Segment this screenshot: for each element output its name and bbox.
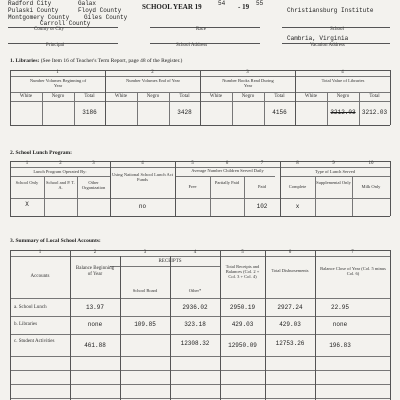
acct-row-lunch-disb: 2927.24 xyxy=(277,304,303,311)
school-name: Christiansburg Institute xyxy=(287,7,374,14)
lunch-paid-head: Paid xyxy=(257,184,266,189)
acct-row-lib-board: 109.85 xyxy=(134,321,156,328)
lib-head-value: Total Value of Libraries xyxy=(321,78,365,83)
acct-row-lib-total: 429.03 xyxy=(231,321,254,328)
lunch-col-num-3: 3 xyxy=(92,161,95,166)
acct-head-other: Other* xyxy=(188,288,202,293)
county-line-3b: Giles County xyxy=(84,14,128,21)
lunch-type-head: Type of Lunch Served xyxy=(314,169,356,174)
lunch-school-pta-head: School and P. T. A. xyxy=(46,180,75,190)
lib-sub-total-4: Total xyxy=(369,94,380,99)
lunch-milk-head: Milk Only xyxy=(361,184,381,189)
acct-col-num-5: 5 xyxy=(241,250,244,255)
acct-row-student-other: 12308.32 xyxy=(180,340,210,347)
lunch-complete-head: Complete xyxy=(288,184,307,189)
lunch-school-only-head: School Only xyxy=(15,180,39,185)
lib-sub-negro-4: Negro xyxy=(336,94,350,99)
acct-row-lunch-total: 2950.19 xyxy=(229,304,256,311)
lunch-complete-value: x xyxy=(295,203,300,210)
acct-head-school-board: School Board xyxy=(132,288,158,293)
acct-row-lib-other: 323.18 xyxy=(184,321,206,328)
lunch-col-num-1: 1 xyxy=(25,161,29,166)
lunch-col-num-2: 2 xyxy=(59,161,62,166)
lib-col-num-3: 3 xyxy=(246,70,249,75)
county-line-2b: Floyd County xyxy=(78,7,122,14)
acct-row-lunch-label: a. School Lunch xyxy=(14,305,47,310)
lunch-operated-by: Lunch Program Operated By: xyxy=(33,169,87,174)
lunch-other-org-head: Other Organization xyxy=(81,180,106,190)
lunch-supplemental-head: Supplemental Only xyxy=(316,180,351,185)
lib-value-negro: 3212.03 xyxy=(330,109,356,116)
acct-row-student-begin: 461.88 xyxy=(84,342,106,349)
lib-sub-total-1: Total xyxy=(84,94,95,99)
acct-head-disbursements: Total Disbursements xyxy=(271,268,309,273)
lunch-national-value: no xyxy=(138,203,147,210)
lib-sub-negro-3: Negro xyxy=(241,94,255,99)
school-year-to: 55 xyxy=(256,0,264,7)
lunch-free-head: Free xyxy=(188,184,197,189)
libraries-subtitle: (See Item 16 of Teacher's Term Report, page 48 of the Register.) xyxy=(40,58,183,64)
school-year-sep: - 19 xyxy=(238,3,250,11)
lib-sub-negro-1: Negro xyxy=(51,94,65,99)
lib-col-num-2: 2 xyxy=(151,70,154,75)
lunch-title: 2. School Lunch Program: xyxy=(10,150,72,156)
libraries-title: 1. Libraries: xyxy=(10,58,40,64)
county-line-1: Radford City xyxy=(8,0,52,7)
principal-label: Principal xyxy=(46,43,65,48)
lib-sub-white-1: White xyxy=(19,94,33,99)
county-line-1b: Galax xyxy=(78,0,97,7)
acct-row-lunch-other: 2936.02 xyxy=(182,304,208,311)
lib-sub-white-2: White xyxy=(114,94,128,99)
acct-row-lib-close: none xyxy=(332,321,348,328)
lib-sub-total-2: Total xyxy=(179,94,190,99)
school-label: School xyxy=(330,27,344,32)
acct-head-accounts: Accounts xyxy=(30,274,50,279)
lunch-col-num-4: 4 xyxy=(141,161,144,166)
vacation-address: Cambria, Virginia xyxy=(287,35,349,42)
school-year-from: 54 xyxy=(218,0,226,7)
acct-row-lunch-begin: 13.97 xyxy=(85,304,104,311)
acct-head-receipts: RECEIPTS xyxy=(158,259,182,264)
lib-head-vol-end: Number Volumes End of Year xyxy=(126,78,180,83)
accounts-title: 3. Summary of Local School Accounts: xyxy=(10,238,101,244)
race-label: Race xyxy=(196,27,206,32)
lib-sub-negro-2: Negro xyxy=(146,94,160,99)
acct-row-lib-disb: 429.03 xyxy=(279,321,301,328)
lib-col-num-4: 4 xyxy=(341,70,344,75)
lib-books-read-total: 4156 xyxy=(272,109,287,116)
school-year-label: SCHOOL YEAR 19 xyxy=(142,3,202,11)
acct-row-student-disb: 12753.26 xyxy=(275,340,305,347)
acct-row-student-label: c. Student Activities xyxy=(14,339,55,344)
lunch-national-head: Using National School Lunch Act Funds xyxy=(112,172,173,182)
acct-row-lib-label: b. Libraries xyxy=(14,322,38,327)
county-line-2: Pulaski County xyxy=(8,7,59,14)
lib-col-num-1: 1 xyxy=(56,70,59,75)
lib-head-books-read: Number Books Read During Year xyxy=(222,78,274,88)
lib-sub-white-4: White xyxy=(304,94,318,99)
county-line-4: Carroll County xyxy=(40,20,91,27)
acct-col-num-7: 7 xyxy=(351,250,354,255)
lunch-col-num-8: 8 xyxy=(296,161,299,166)
libraries-heading xyxy=(10,58,182,64)
lunch-children-head: Average Number Children Served Daily xyxy=(191,168,264,173)
lib-value-total: 3212.03 xyxy=(361,109,388,116)
acct-col-num-1: 1 xyxy=(38,250,42,255)
acct-col-num-2: 2 xyxy=(93,250,97,255)
vacation-address-label: Vacation Address xyxy=(310,43,345,48)
acct-col-num-6: 6 xyxy=(288,250,292,255)
acct-col-num-3: 3 xyxy=(143,250,147,255)
lib-head-vol-begin: Number Volumes Beginning of Year xyxy=(29,78,87,88)
lunch-col-num-9: 9 xyxy=(332,161,335,166)
acct-row-lib-begin: none xyxy=(87,321,103,328)
lunch-col-num-6: 6 xyxy=(225,161,229,166)
lunch-col-num-10: 10 xyxy=(368,161,374,166)
lunch-school-only-value: X xyxy=(25,201,29,208)
acct-head-total-receipts: Total Receipts and Balances (Col. 2 + Col. 3 + Col. 4) xyxy=(225,264,260,279)
lunch-col-num-7: 7 xyxy=(260,161,264,166)
school-address-label: School Address xyxy=(176,43,208,48)
county-label: County or City xyxy=(34,27,65,32)
acct-row-lunch-close: 22.95 xyxy=(330,304,349,311)
lunch-partial-head: Partially Paid xyxy=(214,180,240,185)
acct-col-num-4: 4 xyxy=(193,250,197,255)
lib-vol-end-total: 3428 xyxy=(177,109,192,116)
lib-sub-total-3: Total xyxy=(274,94,285,99)
acct-row-student-close: 196.83 xyxy=(329,342,351,349)
lib-vol-begin-total: 3186 xyxy=(82,109,97,116)
lunch-paid-value: 102 xyxy=(256,203,268,210)
acct-row-student-total: 12950.09 xyxy=(228,342,257,349)
acct-head-balance-close: Balance Close of Year (Col. 5 minus Col. 6) xyxy=(320,266,386,276)
acct-head-balance-begin: Balance Beginning of Year xyxy=(75,266,115,277)
county-line-3: Montgomery County xyxy=(8,14,70,21)
lib-sub-white-3: White xyxy=(209,94,223,99)
lunch-col-num-5: 5 xyxy=(191,161,194,166)
